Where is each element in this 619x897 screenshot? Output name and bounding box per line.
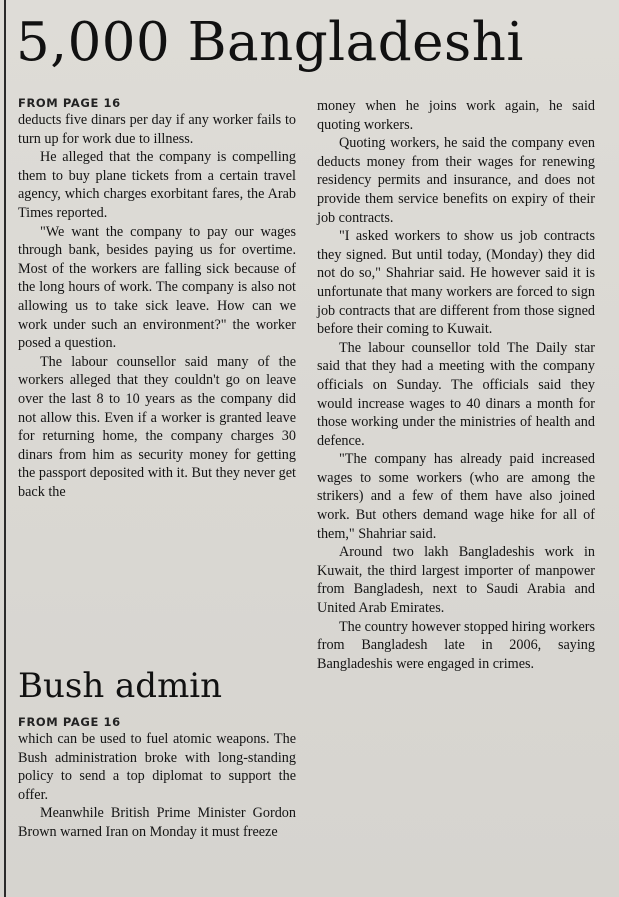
article1-paragraph: The country however stopped hiring workers from Bangladesh late in 2006, saying Bangladeshis were engaged in crimes. xyxy=(317,618,595,672)
jump-label: FROM PAGE 16 xyxy=(18,96,121,110)
article1-paragraph: He alleged that the company is compelling them to buy plane tickets from a certain travel agency, which charges exorbitant fares, the Arab Times reported. xyxy=(18,149,296,221)
article2-column xyxy=(18,715,296,842)
headline-5000-bangladeshi: 5,000 Bangladeshi xyxy=(16,12,524,73)
headline-bush-admin: Bush admin xyxy=(18,666,223,706)
article1-paragraph: "The company has already paid increased wages to some workers (who are among the strikers) and a few of them have also joined work. But others demand wage hike for all of them," Shahriar said. xyxy=(317,451,595,542)
article1-paragraph: money when he joins work again, he said quoting workers. xyxy=(317,98,595,133)
article1-paragraph: Around two lakh Bangladeshis work in Kuwait, the third largest importer of manpower from Bangladesh, next to Saudi Arabia and United Arab Emirates. xyxy=(317,544,595,617)
article2-paragraph: which can be used to fuel atomic weapons. The Bush administration broke with long-standing policy to send a top diplomat to support the offer. xyxy=(18,731,296,803)
article1-left-column xyxy=(18,96,296,501)
article1-paragraph: "We want the company to pay our wages through bank, besides paying us for overtime. Most of the workers are falling sick because of the long hours of work. The company is also not allowing us to take sick leave. How can we work under such an environment?" the worker posed a question. xyxy=(18,223,296,352)
column-rule xyxy=(4,0,6,897)
article1-paragraph: The labour counsellor told The Daily star said that they had a meeting with the company officials on Sunday. The officials said they would increase wages to 40 dinars a month for those working under the ministries of health and defence. xyxy=(317,339,595,449)
article1-paragraph: "I asked workers to show us job contracts they signed. But until today, (Monday) they did not do so," Shahriar said. He however said it is unfortunate that many workers are forced to sign job contracts that are different from those signed before their coming to Kuwait. xyxy=(317,228,595,338)
article1-right-column xyxy=(317,97,595,673)
jump-label: FROM PAGE 16 xyxy=(18,715,121,729)
article1-paragraph: The labour counsellor said many of the workers alleged that they couldn't go on leave over the last 8 to 10 years as the company did not allow this. Even if a worker is granted leave for returning home, the company charges 30 dinars from him as security money for getting the passport deposited with it. But they never get back the xyxy=(18,353,296,500)
article1-paragraph: Quoting workers, he said the company even deducts money from their wages for renewing residency permits and insurance, and does not provide them service benefits on expiry of their job contracts. xyxy=(317,135,595,226)
article1-paragraph: deducts five dinars per day if any worker fails to turn up for work due to illness. xyxy=(18,112,296,147)
article2-paragraph: Meanwhile British Prime Minister Gordon Brown warned Iran on Monday it must freeze xyxy=(18,805,296,840)
